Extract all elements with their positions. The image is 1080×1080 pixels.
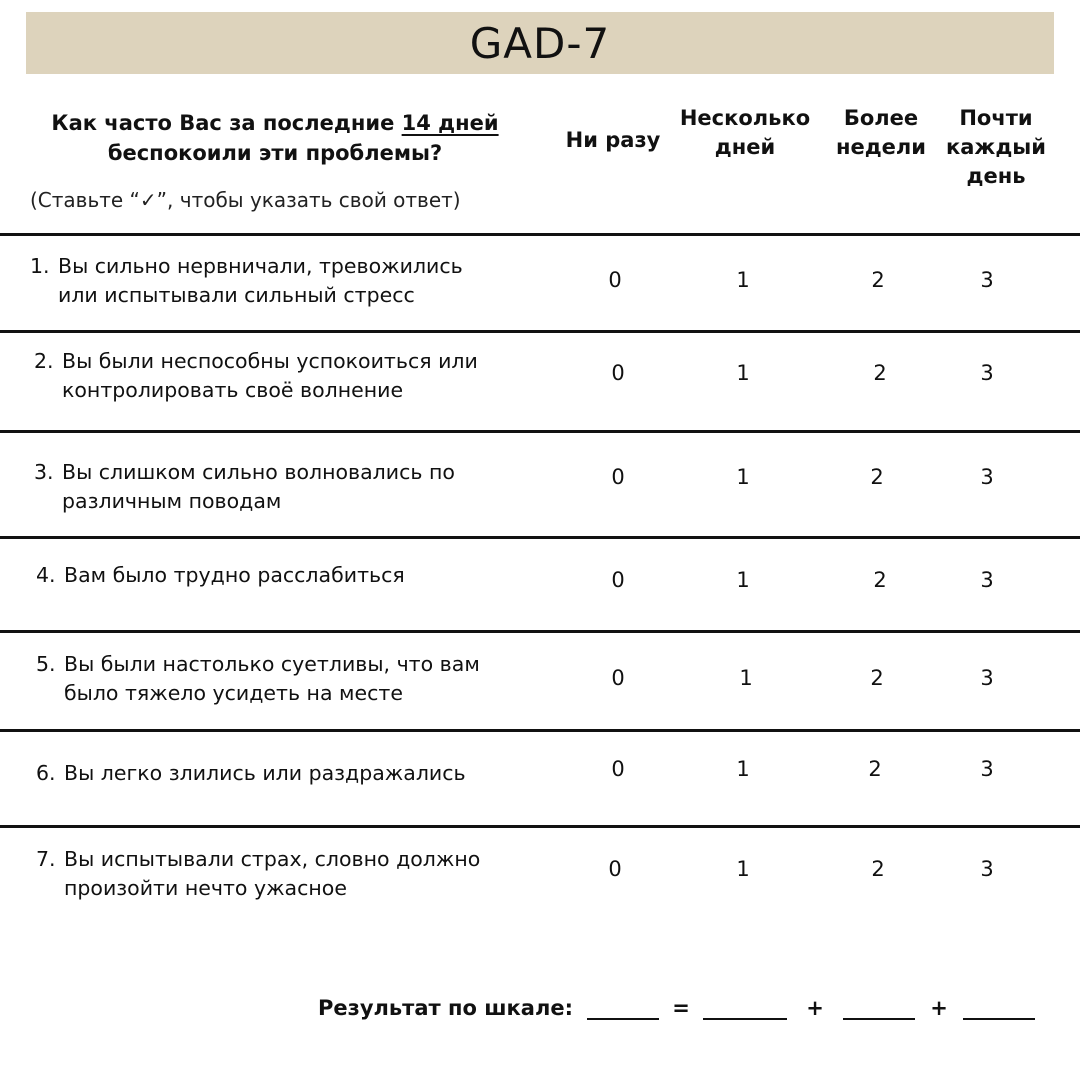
score-option-1[interactable]: 1 xyxy=(736,857,750,881)
plus-sign: + xyxy=(930,996,948,1020)
question-line: Вы были настолько суетливы, что вам xyxy=(64,652,480,676)
score-option-3[interactable]: 3 xyxy=(980,268,994,292)
column-header-never xyxy=(556,126,670,155)
plus-sign: + xyxy=(806,996,824,1020)
result-label: Результат по шкале: xyxy=(318,996,574,1020)
question-text xyxy=(36,650,576,708)
question-text xyxy=(34,458,574,516)
column-header-nearly-every-day xyxy=(938,104,1054,191)
column-header-line: Ни разу xyxy=(565,128,661,152)
question-line: Вам было трудно расслабиться xyxy=(64,563,405,587)
column-header-line: день xyxy=(966,164,1026,188)
score-option-1[interactable]: 1 xyxy=(736,465,750,489)
score-option-0[interactable]: 0 xyxy=(611,757,625,781)
score-option-3[interactable]: 3 xyxy=(980,361,994,385)
score-option-3[interactable]: 3 xyxy=(980,465,994,489)
question-line: было тяжело усидеть на месте xyxy=(64,681,403,705)
question-line: Вы были неспособны успокоиться или xyxy=(62,349,478,373)
question-row-3 xyxy=(0,433,1080,536)
question-row-7 xyxy=(0,828,1080,928)
score-option-0[interactable]: 0 xyxy=(611,568,625,592)
score-option-2[interactable]: 2 xyxy=(870,666,884,690)
question-text xyxy=(36,845,576,903)
question-number: 6. xyxy=(36,761,56,785)
question-line: Вы слишком сильно волновались по xyxy=(62,460,455,484)
result-line xyxy=(318,996,1035,1020)
score-option-2[interactable]: 2 xyxy=(870,465,884,489)
score-option-2[interactable]: 2 xyxy=(871,268,885,292)
question-row-1 xyxy=(0,236,1080,330)
question-line: или испытывали сильный стресс xyxy=(58,283,415,307)
question-text xyxy=(20,108,530,168)
question-text xyxy=(36,561,576,590)
score-option-1[interactable]: 1 xyxy=(739,666,753,690)
total-score-blank[interactable] xyxy=(587,996,659,1020)
column-header-several-days xyxy=(670,104,820,162)
score-option-0[interactable]: 0 xyxy=(611,666,625,690)
question-part-2: беспокоили эти проблемы? xyxy=(107,141,443,165)
question-row-4 xyxy=(0,539,1080,630)
column-sum-blank-1[interactable] xyxy=(703,996,787,1020)
score-option-3[interactable]: 3 xyxy=(980,757,994,781)
score-option-2[interactable]: 2 xyxy=(871,857,885,881)
question-number: 5. xyxy=(36,652,56,676)
score-option-0[interactable]: 0 xyxy=(611,465,625,489)
question-line: различным поводам xyxy=(62,489,282,513)
page-title: GAD-7 xyxy=(469,18,611,68)
question-row-5 xyxy=(0,633,1080,729)
column-header-line: Несколько xyxy=(679,106,811,130)
column-header-line: дней xyxy=(714,135,776,159)
column-header-more-than-week xyxy=(822,104,940,162)
score-option-1[interactable]: 1 xyxy=(736,361,750,385)
column-header-line: недели xyxy=(835,135,927,159)
score-option-1[interactable]: 1 xyxy=(736,268,750,292)
question-line: Вы сильно нервничали, тревожились xyxy=(58,254,463,278)
question-number: 7. xyxy=(36,847,56,871)
question-number: 4. xyxy=(36,563,56,587)
column-sum-blank-3[interactable] xyxy=(963,996,1035,1020)
question-number: 2. xyxy=(34,349,54,373)
score-option-2[interactable]: 2 xyxy=(873,568,887,592)
question-header xyxy=(20,108,530,212)
instruction-text: (Ставьте “✓”, чтобы указать свой ответ) xyxy=(30,188,461,212)
question-row-6 xyxy=(0,732,1080,825)
title-band xyxy=(26,12,1054,74)
score-option-2[interactable]: 2 xyxy=(868,757,882,781)
column-sum-blank-2[interactable] xyxy=(843,996,915,1020)
question-line: Вы испытывали страх, словно должно xyxy=(64,847,481,871)
question-row-2 xyxy=(0,333,1080,430)
score-option-0[interactable]: 0 xyxy=(608,857,622,881)
column-header-line: Более xyxy=(843,106,919,130)
score-option-3[interactable]: 3 xyxy=(980,857,994,881)
score-option-2[interactable]: 2 xyxy=(873,361,887,385)
question-number: 1. xyxy=(30,254,50,278)
question-line: произойти нечто ужасное xyxy=(64,876,347,900)
question-text xyxy=(34,347,574,405)
question-text xyxy=(36,759,576,788)
score-option-0[interactable]: 0 xyxy=(611,361,625,385)
score-option-3[interactable]: 3 xyxy=(980,666,994,690)
score-option-0[interactable]: 0 xyxy=(608,268,622,292)
question-period-underlined: 14 дней xyxy=(401,111,499,135)
question-line: контролировать своё волнение xyxy=(62,378,404,402)
equals-sign: = xyxy=(672,996,690,1020)
question-number: 3. xyxy=(34,460,54,484)
score-option-1[interactable]: 1 xyxy=(736,568,750,592)
score-option-1[interactable]: 1 xyxy=(736,757,750,781)
column-header-line: Почти xyxy=(959,106,1033,130)
question-line: Вы легко злились или раздражались xyxy=(64,761,466,785)
column-header-line: каждый xyxy=(946,135,1046,159)
question-part-1: Как часто Вас за последние xyxy=(51,111,402,135)
score-option-3[interactable]: 3 xyxy=(980,568,994,592)
question-text xyxy=(30,252,570,310)
